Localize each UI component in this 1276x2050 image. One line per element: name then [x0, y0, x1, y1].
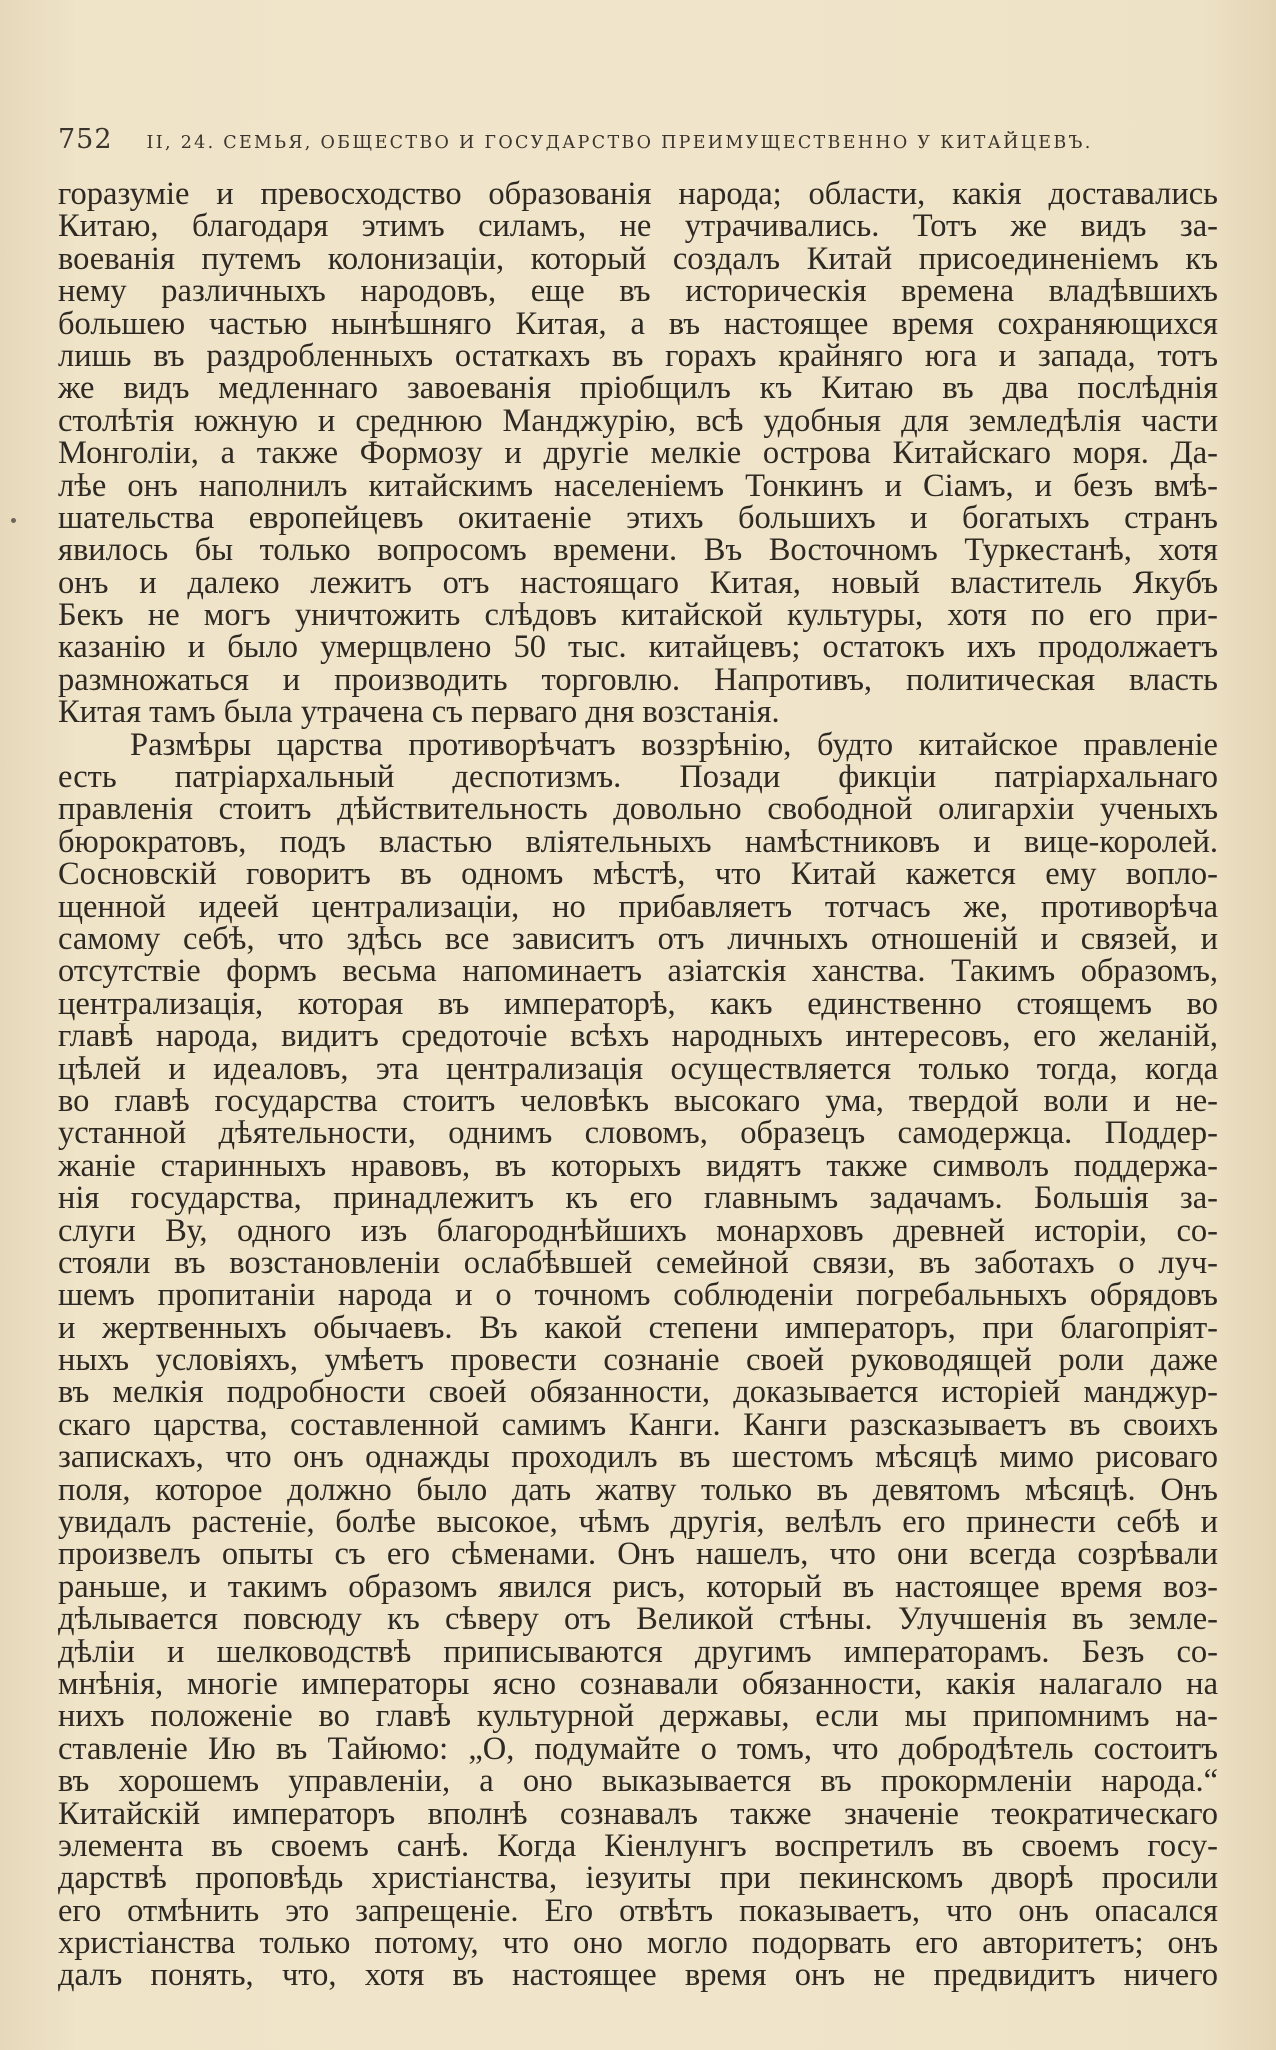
text-line: Сосновскій говоритъ въ одномъ мѣстѣ, что Китай кажется ему вопло- — [58, 856, 1218, 893]
text-line: и жертвенныхъ обычаевъ. Въ какой степени императоръ, при благопріят- — [58, 1309, 1218, 1346]
text-line: Монголіи, а также Формозу и другіе мелкіе острова Китайскаго моря. Да- — [58, 435, 1218, 472]
text-line: ныхъ условіяхъ, умѣетъ провести сознаніе своей руководящей роли даже — [58, 1342, 1218, 1379]
text-line: элемента въ своемъ санѣ. Когда Кіенлунгъ воспретилъ въ своемъ госу- — [58, 1827, 1218, 1864]
text-line: нія государства, принадлежитъ къ его главнымъ задачамъ. Большія за- — [58, 1180, 1218, 1217]
text-line: большею частью нынѣшняго Китая, а въ настоящее время сохраняющихся — [58, 305, 1218, 342]
text-line: лишь въ раздробленныхъ остаткахъ въ горахъ крайняго юга и запада, тотъ — [58, 337, 1218, 374]
text-line: мнѣнія, многіе императоры ясно сознавали обязанности, какія налагало на — [58, 1665, 1218, 1702]
text-line: нему различныхъ народовъ, еще въ историческія времена владѣвшихъ — [58, 273, 1218, 310]
text-line: самому себѣ, что здѣсь все зависитъ отъ личныхъ отношеній и связей, и — [58, 920, 1218, 957]
text-line: раньше, и такимъ образомъ явился рисъ, который въ настоящее время воз- — [58, 1568, 1218, 1605]
running-title: II, 24. СЕМЬЯ, ОБЩЕСТВО И ГОСУДАРСТВО ПРЕИМУЩЕСТВЕННО У КИТАЙЦЕВЪ. — [146, 133, 1093, 153]
text-line: жаніе старинныхъ нравовъ, въ которыхъ видятъ также символъ поддержа- — [58, 1147, 1218, 1184]
running-header — [58, 124, 1228, 155]
text-line: бюрократовъ, подъ властью вліятельныхъ намѣстниковъ и вице-королей. — [58, 823, 1218, 860]
text-line: скаго царства, составленной самимъ Канги. Канги разсказываетъ въ своихъ — [58, 1406, 1218, 1443]
text-line: Китайскій императоръ вполнѣ сознавалъ также значеніе теократическаго — [58, 1795, 1218, 1832]
text-line: произвелъ опыты съ его сѣменами. Онъ нашелъ, что они всегда созрѣвали — [58, 1536, 1218, 1573]
text-line: устанной дѣятельности, однимъ словомъ, образецъ самодержца. Поддер- — [58, 1115, 1218, 1152]
text-line: размножаться и производить торговлю. Напротивъ, политическая власть — [58, 661, 1218, 698]
text-line: отсутствіе формъ весьма напоминаетъ азіатскія ханства. Такимъ образомъ, — [58, 953, 1218, 990]
text-line: лѣе онъ наполнилъ китайскимъ населеніемъ Тонкинъ и Сіамъ, и безъ вмѣ- — [58, 467, 1218, 504]
text-line: запискахъ, что онъ однажды проходилъ въ шестомъ мѣсяцѣ мимо рисоваго — [58, 1439, 1218, 1476]
text-line: дѣліи и шелководствѣ приписываются другимъ императорамъ. Безъ со- — [58, 1633, 1218, 1670]
text-line: шательства европейцевъ окитаеніе этихъ большихъ и богатыхъ странъ — [58, 499, 1218, 536]
page-number: 752 — [58, 124, 113, 155]
text-line: въ хорошемъ управленіи, а оно выказывается въ прокормленіи народа.“ — [58, 1763, 1218, 1800]
text-line: дарствѣ проповѣдь христіанства, іезуиты при пекинскомъ дворѣ просили — [58, 1860, 1218, 1897]
text-line: есть патріархальный деспотизмъ. Позади фикціи патріархальнаго — [58, 759, 1218, 796]
text-line: столѣтія южную и среднюю Манджурію, всѣ удобныя для земледѣлія части — [58, 402, 1218, 439]
text-line: онъ и далеко лежитъ отъ настоящаго Китая, новый властитель Якубъ — [58, 564, 1218, 601]
text-line: щенной идеей централизаціи, но прибавляетъ тотчасъ же, противорѣча — [58, 888, 1218, 925]
text-line: цѣлей и идеаловъ, эта централизація осуществляется только тогда, когда — [58, 1050, 1218, 1087]
body-text — [58, 178, 1218, 1992]
text-line: во главѣ государства стоитъ человѣкъ высокаго ума, твердой воли и не- — [58, 1082, 1218, 1119]
text-line: Бекъ не могъ уничтожить слѣдовъ китайской культуры, хотя по его при- — [58, 597, 1218, 634]
text-line: поля, которое должно было дать жатву только въ девятомъ мѣсяцѣ. Онъ — [58, 1471, 1218, 1508]
text-line: воеванія путемъ колонизаціи, который создалъ Китай присоединеніемъ къ — [58, 240, 1218, 277]
text-line: правленія стоитъ дѣйствительность довольно свободной олигархіи ученыхъ — [58, 791, 1218, 828]
text-line: централизація, которая въ императорѣ, какъ единственно стоящемъ во — [58, 985, 1218, 1022]
text-line: ставленіе Ию въ Тайюмо: „О, подумайте о томъ, что добродѣтель состоитъ — [58, 1730, 1218, 1767]
text-line: горазуміе и превосходство образованія народа; области, какія доставались — [58, 176, 1218, 212]
text-line: слуги Ву, одного изъ благороднѣйшихъ монарховъ древней исторіи, со- — [58, 1212, 1218, 1249]
text-line: въ мелкія подробности своей обязанности, доказывается исторіей манджур- — [58, 1374, 1218, 1411]
text-line: далъ понять, что, хотя въ настоящее время онъ не предвидитъ ничего — [58, 1957, 1218, 1994]
text-line: шемъ пропитаніи народа и о точномъ соблюденіи погребальныхъ обрядовъ — [58, 1277, 1218, 1314]
text-line: Китаю, благодаря этимъ силамъ, не утрачивались. Тотъ же видъ за- — [58, 208, 1218, 245]
text-line: явилось бы только вопросомъ времени. Въ Восточномъ Туркестанѣ, хотя — [58, 532, 1218, 569]
text-line: дѣлывается повсюду къ сѣверу отъ Великой стѣны. Улучшенія въ земле- — [58, 1601, 1218, 1638]
text-line: Размѣры царства противорѣчатъ воззрѣнію, будто китайское правленіе — [130, 726, 1218, 763]
text-line: Китая тамъ была утрачена съ перваго дня возстанія. — [58, 694, 780, 731]
text-line: нихъ положеніе во главѣ культурной державы, если мы припомнимъ на- — [58, 1698, 1218, 1735]
text-line: увидалъ растеніе, болѣе высокое, чѣмъ другія, велѣлъ его принести себѣ и — [58, 1504, 1218, 1541]
text-line: стояли въ возстановленіи ослабѣвшей семейной связи, въ заботахъ о луч- — [58, 1244, 1218, 1281]
text-line: же видъ медленнаго завоеванія пріобщилъ къ Китаю въ два послѣднія — [58, 370, 1218, 407]
text-line: его отмѣнить это запрещеніе. Его отвѣтъ показываетъ, что онъ опасался — [58, 1892, 1218, 1929]
margin-mark — [11, 518, 16, 523]
text-line: казанію и было умерщвлено 50 тыс. китайцевъ; остатокъ ихъ продолжаетъ — [58, 629, 1218, 666]
text-line: христіанства только потому, что оно могло подорвать его авторитетъ; онъ — [58, 1925, 1218, 1962]
text-line: главѣ народа, видитъ средоточіе всѣхъ народныхъ интересовъ, его желаній, — [58, 1018, 1218, 1055]
